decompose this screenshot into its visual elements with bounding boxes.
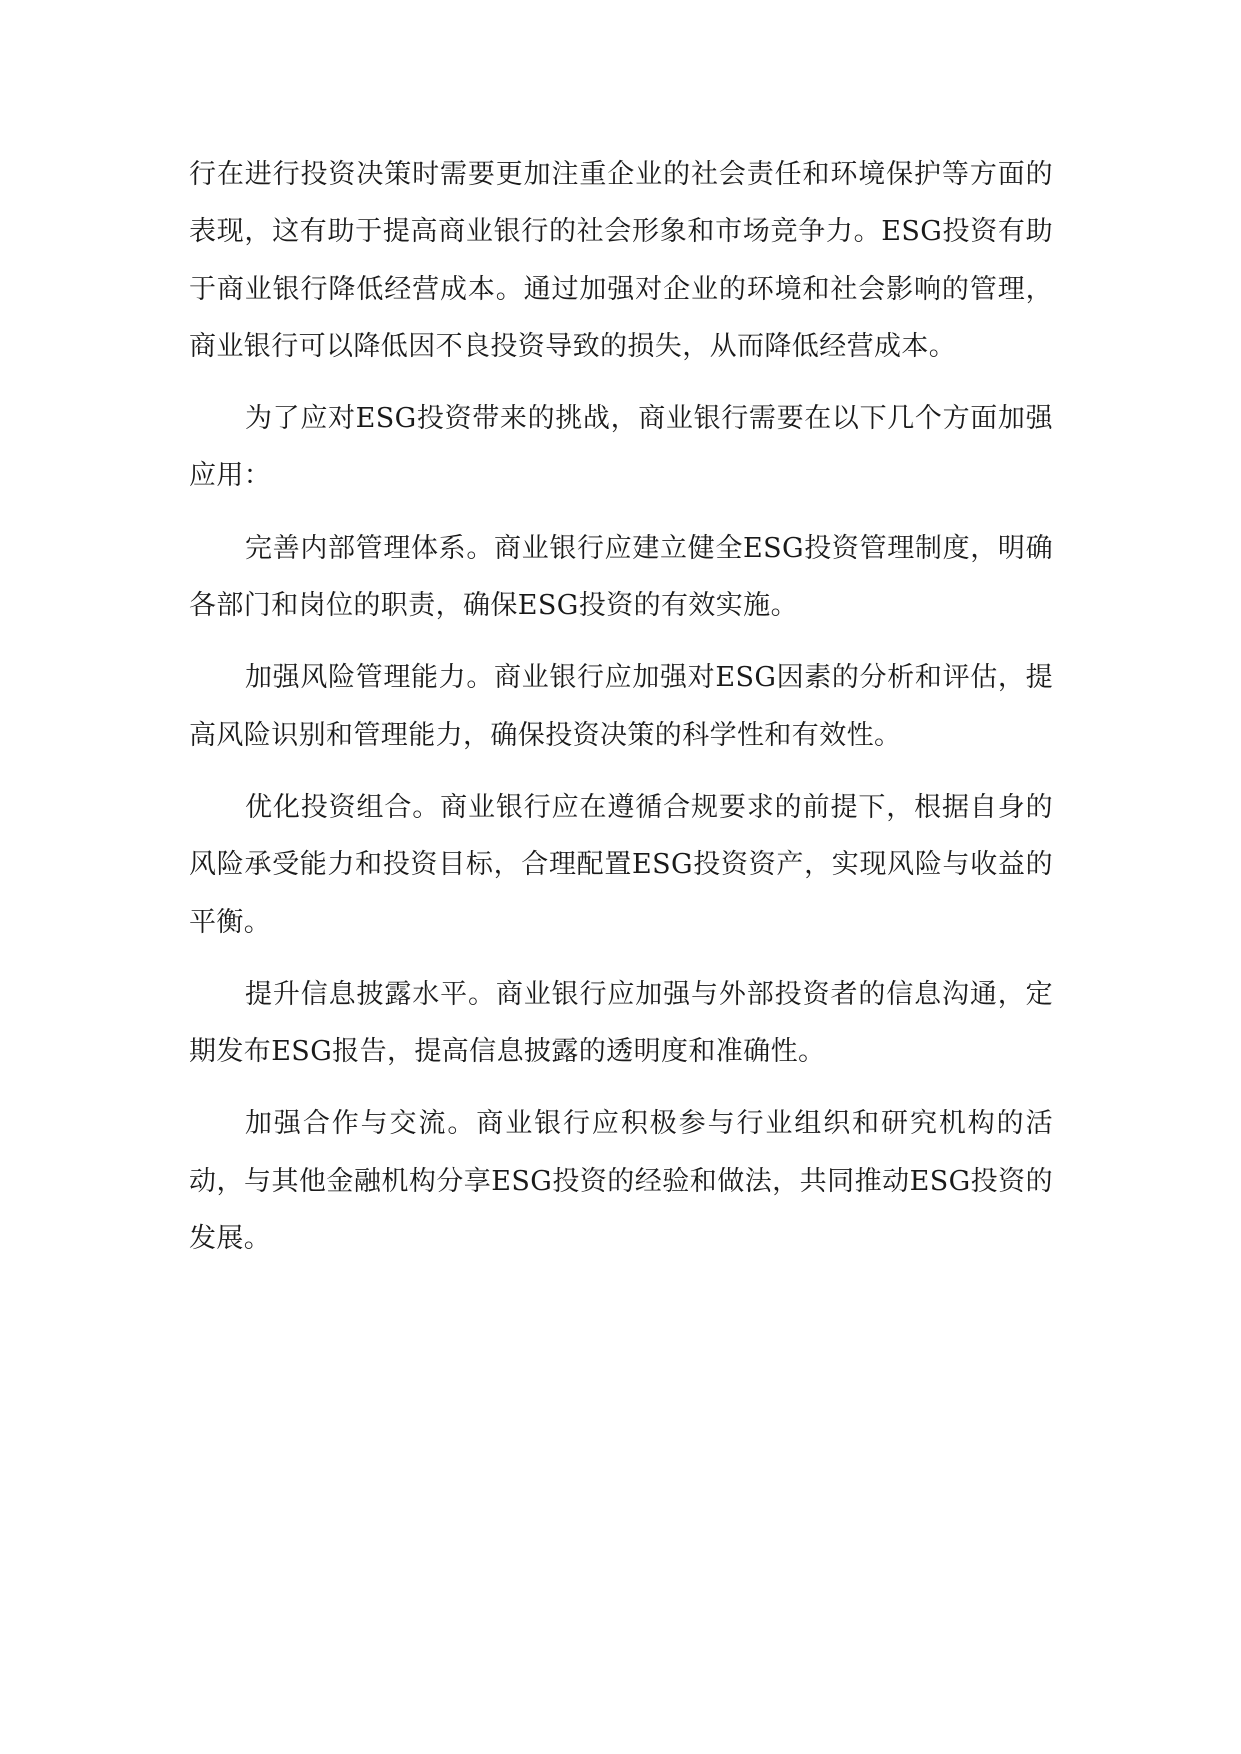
paragraph-continuation: 行在进行投资决策时需要更加注重企业的社会责任和环境保护等方面的表现，这有助于提高商业银行的社会形象和市场竞争力。ESG投资有助于商业银行降低经营成本。通过加强对企业的环境和社会影响的管理，商业银行可以降低因不良投资导致的损失，从而降低经营成本。 (189, 159, 1053, 362)
paragraph-risk-management: 加强风险管理能力。商业银行应加强对ESG因素的分析和评估，提高风险识别和管理能力，确保投资决策的科学性和有效性。 (189, 662, 1053, 751)
paragraph-disclosure: 提升信息披露水平。商业银行应加强与外部投资者的信息沟通，定期发布ESG报告，提高信息披露的透明度和准确性。 (189, 978, 1053, 1068)
document-body (189, 146, 1053, 1282)
paragraph-portfolio-optimization: 优化投资组合。商业银行应在遵循合规要求的前提下，根据自身的风险承受能力和投资目标，合理配置ESG投资资产，实现风险与收益的平衡。 (189, 791, 1053, 938)
paragraph-challenges-intro: 为了应对ESG投资带来的挑战，商业银行需要在以下几个方面加强应用： (189, 403, 1053, 492)
paragraph-internal-management: 完善内部管理体系。商业银行应建立健全ESG投资管理制度，明确各部门和岗位的职责，确保ESG投资的有效实施。 (189, 532, 1053, 622)
paragraph-cooperation: 加强合作与交流。商业银行应积极参与行业组织和研究机构的活动，与其他金融机构分享ESG投资的经验和做法，共同推动ESG投资的发展。 (189, 1108, 1053, 1255)
